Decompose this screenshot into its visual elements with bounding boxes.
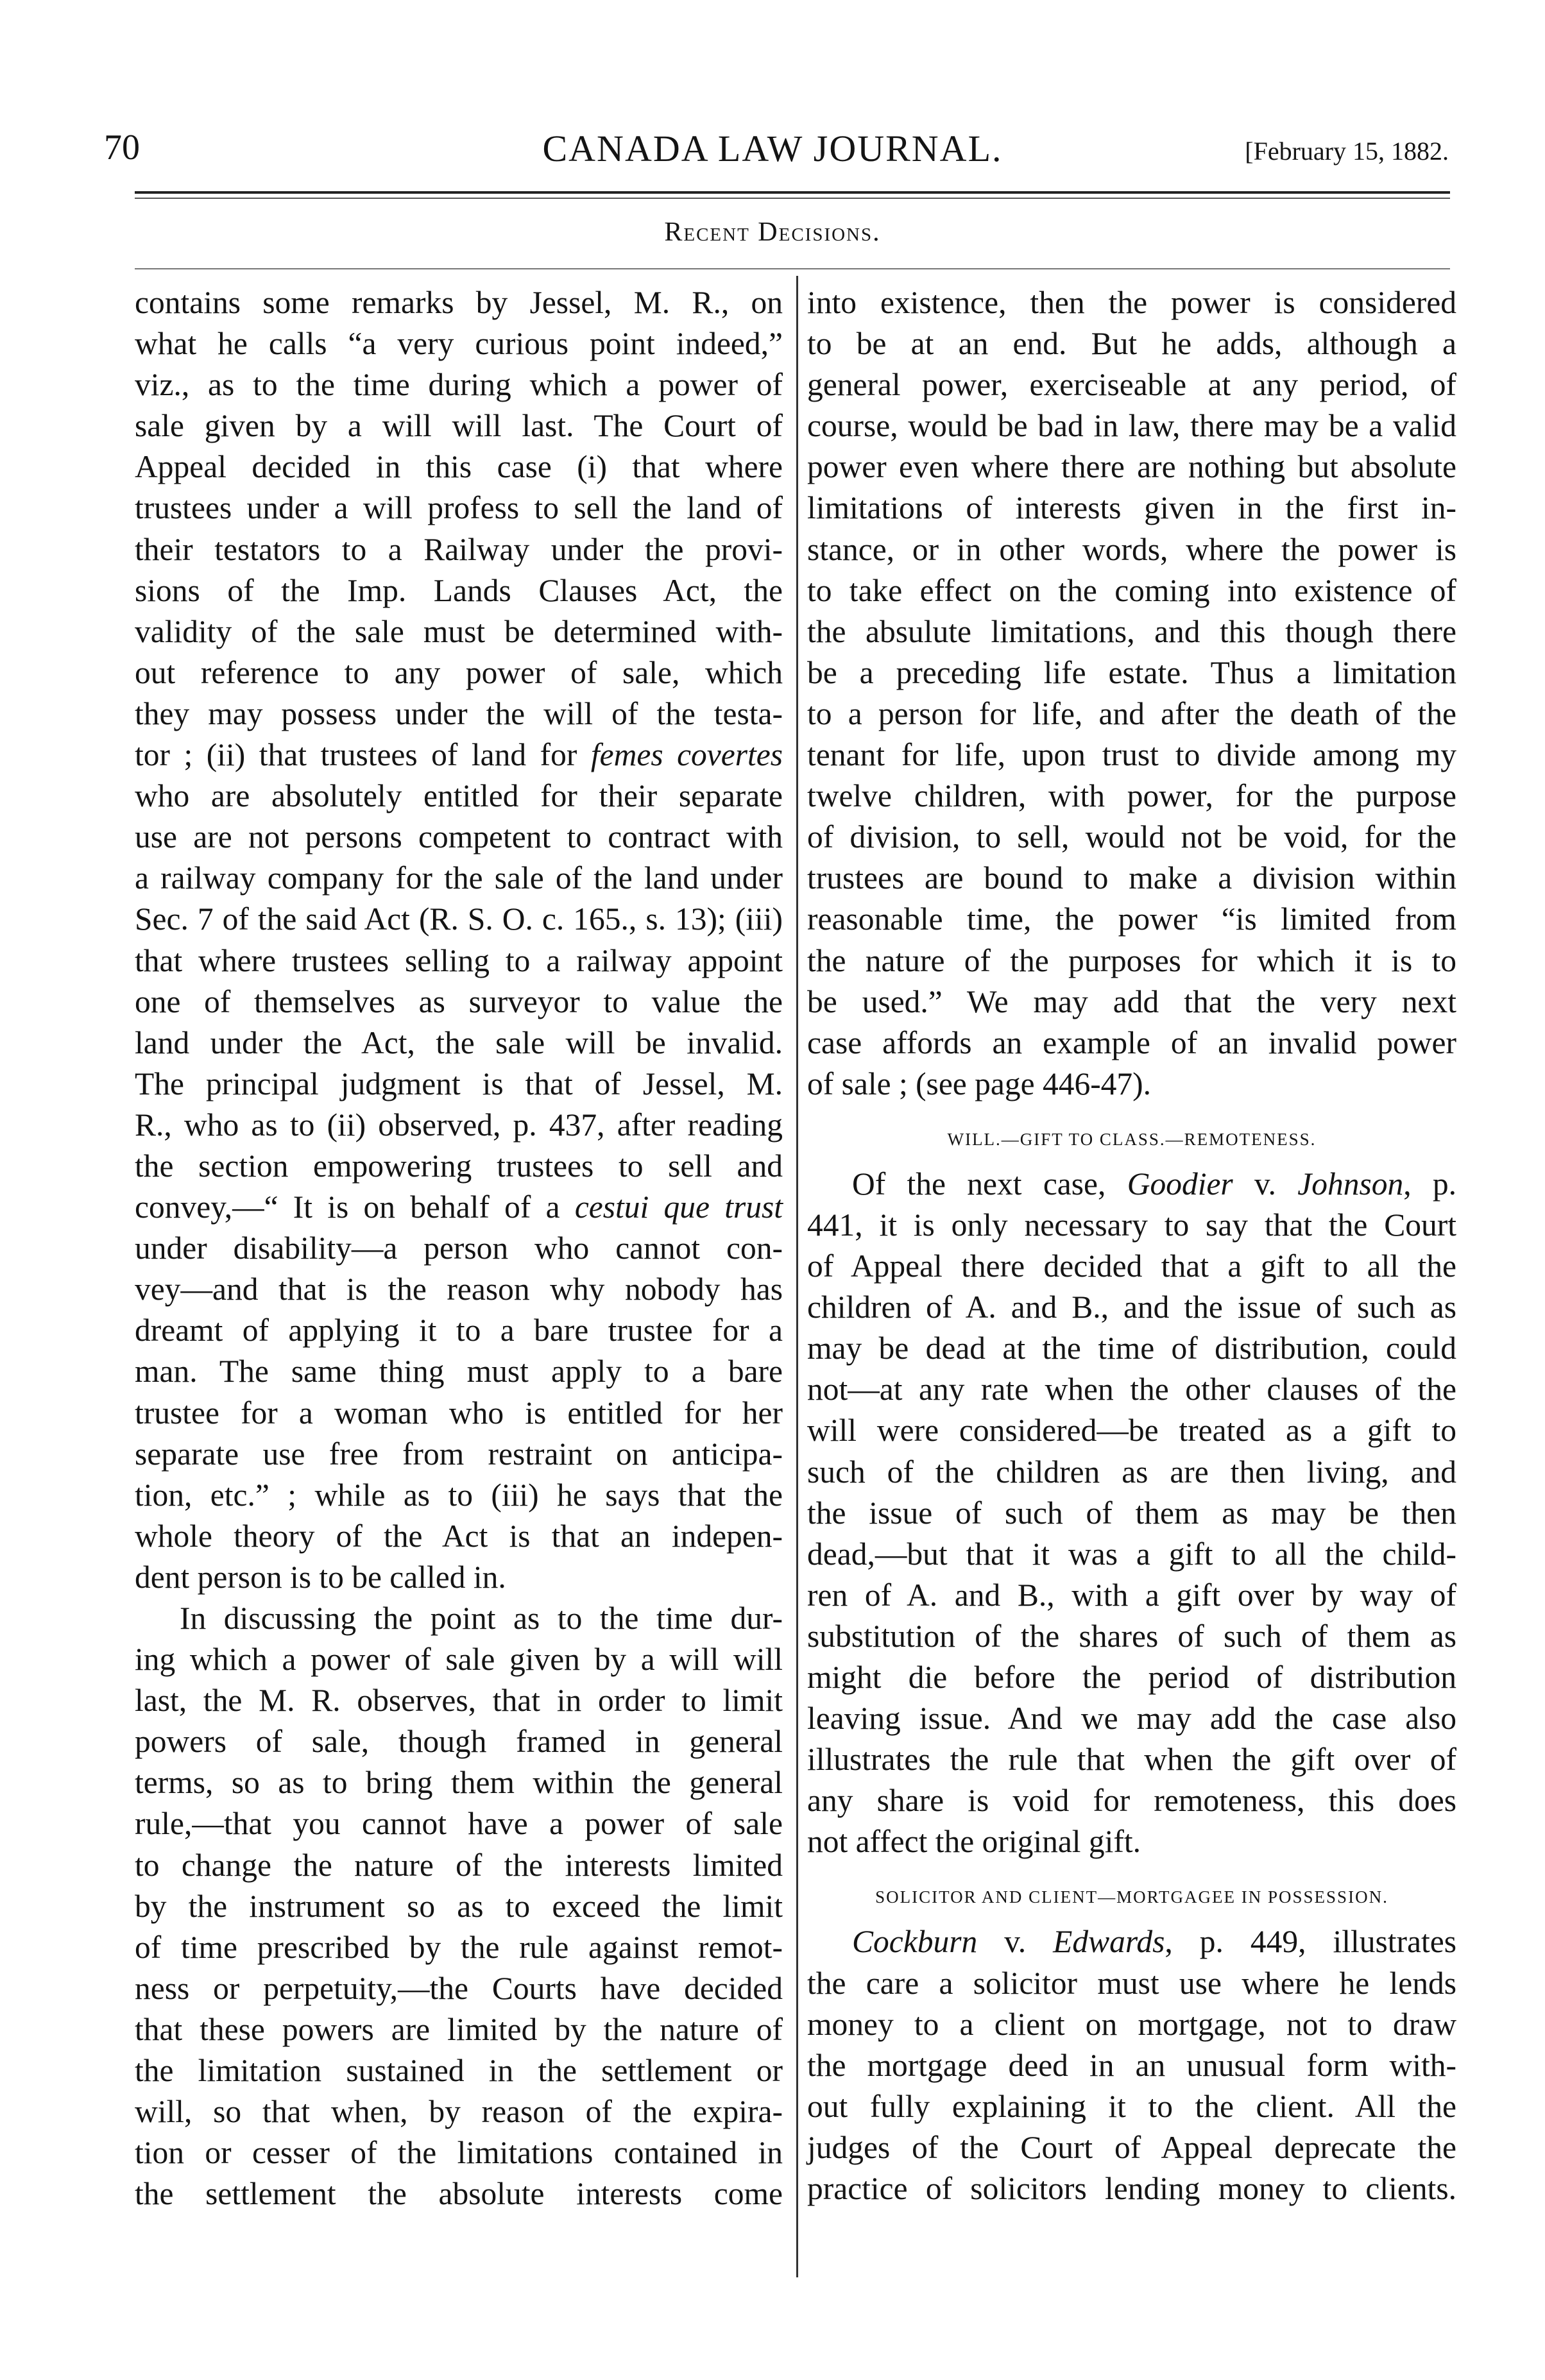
text-line: substitution of the shares of such of them as (807, 1618, 1456, 1654)
text-line: Of the next case, Goodier v. Johnson, p. (852, 1166, 1457, 1202)
text-line: out reference to any power of sale, which (135, 654, 783, 690)
text-line: any share is void for remoteness, this does (807, 1783, 1456, 1819)
text-line: one of themselves as surveyor to value the (135, 983, 783, 1019)
text-line: a railway company for the sale of the land under (135, 860, 783, 896)
text-line: course, would be bad in law, there may be a valid (807, 408, 1456, 444)
text-line: land under the Act, the sale will be invalid. (135, 1024, 783, 1060)
text-line: validity of the sale must be determined with- (135, 613, 783, 649)
section-title: Recent Decisions. (664, 217, 881, 247)
text-line: of sale ; (see page 446-47). (807, 1066, 1152, 1101)
text-line: tor ; (ii) that trustees of land for femes covertes (135, 737, 783, 773)
text-line: their testators to a Railway under the provi- (135, 531, 783, 567)
text-line: trustees under a will profess to sell the land of (135, 490, 783, 526)
section-rule (135, 268, 1450, 269)
text-line: the mortgage deed in an unusual form with- (807, 2047, 1456, 2083)
text-line: who are absolutely entitled for their separate (135, 778, 783, 814)
text-line: judges of the Court of Appeal deprecate the (807, 2129, 1456, 2165)
text-line: last, the M. R. observes, that in order to limit (135, 1683, 783, 1719)
text-line: man. The same thing must apply to a bare (135, 1354, 783, 1390)
text-line: contains some remarks by Jessel, M. R., on (135, 285, 783, 320)
text-line: sale given by a will will last. The Court of (135, 408, 783, 444)
text-line: stance, or in other words, where the power is (807, 531, 1456, 567)
case-heading-solicitor-client: SOLICITOR AND CLIENT—MORTGAGEE IN POSSESSION. (875, 1887, 1388, 1907)
text-line: not—at any rate when the other clauses of the (807, 1372, 1456, 1407)
text-line: convey,—“ It is on behalf of a cestui que trust (135, 1189, 783, 1225)
text-line: trustee for a woman who is entitled for her (135, 1395, 783, 1431)
text-line: terms, so as to bring them within the general (135, 1765, 783, 1801)
text-line: twelve children, with power, for the purpose (807, 778, 1456, 814)
text-line: to take effect on the coming into existence of (807, 572, 1456, 608)
text-line: under disability—a person who cannot con- (135, 1230, 783, 1266)
right-column (807, 282, 1456, 2209)
text-line: sions of the Imp. Lands Clauses Act, the (135, 572, 783, 608)
spacer (807, 1105, 1456, 1119)
text-line: by the instrument so as to exceed the limit (135, 1888, 783, 1924)
page-number: 70 (104, 128, 140, 167)
journal-title: CANADA LAW JOURNAL. (542, 128, 1003, 169)
text-line: what he calls “a very curious point indeed,” (135, 326, 783, 362)
right-paragraph-1 (807, 282, 1456, 1105)
text-line: the issue of such of them as may be then (807, 1495, 1456, 1531)
text-line: the nature of the purposes for which it is to (807, 942, 1456, 978)
text-line: of division, to sell, would not be void, for the (807, 819, 1456, 855)
text-line: be used.” We may add that the very next (807, 983, 1456, 1019)
text-line: dreamt of applying it to a bare trustee for a (135, 1313, 783, 1348)
text-line: such of the children as are then living, and (807, 1454, 1456, 1490)
text-line: ren of A. and B., with a gift over by way of (807, 1577, 1456, 1613)
text-line: whole theory of the Act is that an indepen- (135, 1518, 783, 1554)
text-line: the absulute limitations, and this though there (807, 613, 1456, 649)
right-paragraph-2 (807, 1164, 1456, 1863)
text-line: In discussing the point as to the time dur- (180, 1601, 783, 1636)
text-line: tenant for life, upon trust to divide among my (807, 737, 1456, 773)
text-line: that where trustees selling to a railway appoint (135, 942, 783, 978)
text-line: viz., as to the time during which a power of (135, 367, 783, 403)
text-line: rule,—that you cannot have a power of sale (135, 1806, 783, 1842)
text-line: general power, exerciseable at any period, of (807, 367, 1456, 403)
text-line: to be at an end. But he adds, although a (807, 326, 1456, 362)
case-heading-will-gift: WILL.—GIFT TO CLASS.—REMOTENESS. (947, 1129, 1317, 1149)
right-paragraph-3 (807, 1921, 1456, 2209)
text-line: to change the nature of the interests limited (135, 1847, 783, 1883)
text-line: vey—and that is the reason why nobody has (135, 1271, 783, 1307)
left-column (135, 282, 783, 2214)
text-line: of Appeal there decided that a gift to all the (807, 1248, 1456, 1284)
text-line: the settlement the absolute interests come (135, 2176, 783, 2212)
text-line: ness or perpetuity,—the Courts have decided (135, 1970, 783, 2006)
text-line: 441, it is only necessary to say that the Court (807, 1207, 1456, 1243)
text-line: be a preceding life estate. Thus a limitation (807, 654, 1456, 690)
text-line: dent person is to be called in. (135, 1559, 506, 1595)
text-line: limitations of interests given in the first in- (807, 490, 1456, 526)
text-line: the limitation sustained in the settlement or (135, 2053, 783, 2089)
text-line: Cockburn v. Edwards, p. 449, illustrates (852, 1924, 1456, 1960)
text-line: money to a client on mortgage, not to draw (807, 2006, 1456, 2042)
text-line: Sec. 7 of the said Act (R. S. O. c. 165., s. 13); (iii) (135, 901, 783, 937)
text-line: R., who as to (ii) observed, p. 437, after reading (135, 1107, 783, 1143)
text-line: out fully explaining it to the client. All the (807, 2088, 1456, 2124)
spacer (807, 1862, 1456, 1876)
text-line: that these powers are limited by the nature of (135, 2011, 783, 2047)
header-rule (135, 191, 1450, 199)
text-line: they may possess under the will of the testa- (135, 695, 783, 731)
text-line: trustees are bound to make a division within (807, 860, 1456, 896)
text-line: use are not persons competent to contract with (135, 819, 783, 855)
text-line: might die before the period of distribution (807, 1660, 1456, 1695)
text-line: reasonable time, the power “is limited from (807, 901, 1456, 937)
text-line: may be dead at the time of distribution, could (807, 1330, 1456, 1366)
text-line: the section empowering trustees to sell and (135, 1148, 783, 1184)
text-line: practice of solicitors lending money to clients. (807, 2171, 1456, 2207)
text-line: children of A. and B., and the issue of such as (807, 1289, 1456, 1325)
text-line: will, so that when, by reason of the expira- (135, 2094, 783, 2130)
text-line: Appeal decided in this case (i) that where (135, 449, 783, 485)
text-line: case affords an example of an invalid power (807, 1024, 1456, 1060)
text-line: illustrates the rule that when the gift over of (807, 1742, 1456, 1778)
issue-date: [February 15, 1882. (1245, 137, 1449, 166)
text-line: will were considered—be treated as a gift to (807, 1413, 1456, 1449)
left-paragraph-1 (135, 282, 783, 1598)
text-line: ing which a power of sale given by a will will (135, 1642, 783, 1678)
text-line: tion or cesser of the limitations contained in (135, 2135, 783, 2171)
column-divider (796, 276, 798, 2277)
text-line: not affect the original gift. (807, 1824, 1141, 1860)
text-line: leaving issue. And we may add the case also (807, 1701, 1456, 1737)
text-line: into existence, then the power is considered (807, 285, 1456, 320)
text-line: tion, etc.” ; while as to (iii) he says that the (135, 1477, 783, 1513)
text-line: dead,—but that it was a gift to all the child- (807, 1536, 1456, 1572)
text-line: separate use free from restraint on anticipa- (135, 1436, 783, 1472)
text-line: of time prescribed by the rule against remot- (135, 1929, 783, 1965)
text-line: The principal judgment is that of Jessel, M. (135, 1066, 783, 1101)
text-line: to a person for life, and after the death of the (807, 695, 1456, 731)
text-line: powers of sale, though framed in general (135, 1724, 783, 1760)
left-paragraph-2 (135, 1598, 783, 2214)
text-line: the care a solicitor must use where he lends (807, 1965, 1456, 2001)
text-line: power even where there are nothing but absolute (807, 449, 1456, 485)
